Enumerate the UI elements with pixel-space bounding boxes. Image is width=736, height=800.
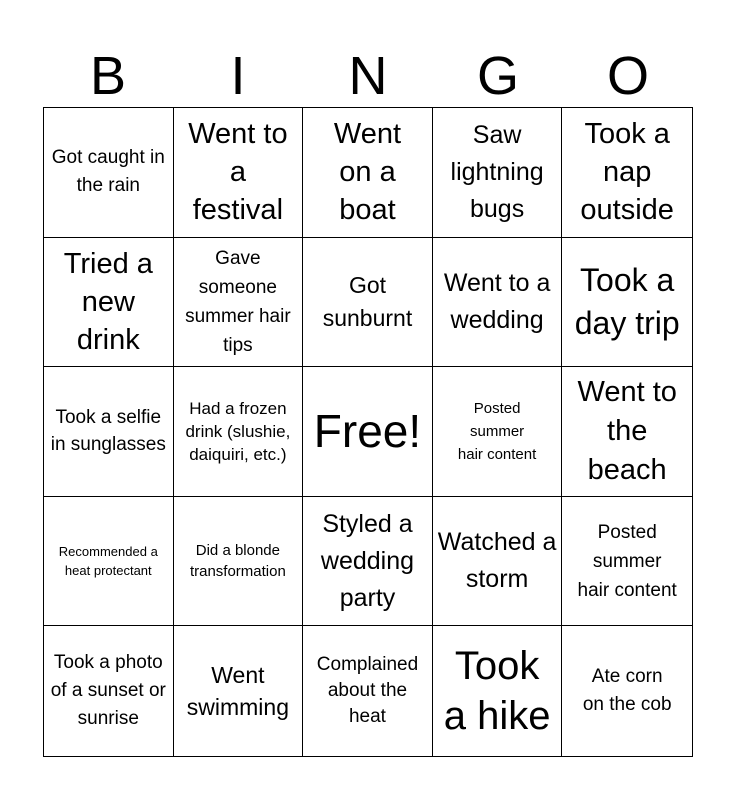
- bingo-cell[interactable]: [174, 626, 304, 756]
- bingo-cell[interactable]: [303, 238, 433, 368]
- cell-text: Took a hike: [443, 644, 551, 739]
- bingo-cell[interactable]: [174, 367, 304, 497]
- cell-text: Watched a storm: [437, 528, 557, 594]
- cell-text: Took a selfie in sunglasses: [50, 407, 166, 456]
- bingo-cell[interactable]: [44, 367, 174, 497]
- cell-text: Took a nap outside: [580, 118, 674, 227]
- bingo-cell[interactable]: [303, 367, 433, 497]
- bingo-cell[interactable]: [562, 108, 692, 238]
- cell-text: Complained about the heat: [316, 654, 419, 728]
- cell-text: Posted summer hair content: [577, 521, 677, 601]
- bingo-cell[interactable]: [562, 367, 692, 497]
- bingo-cell[interactable]: [562, 238, 692, 368]
- bingo-cell[interactable]: [174, 238, 304, 368]
- bingo-cell[interactable]: [562, 626, 692, 756]
- bingo-cell[interactable]: [44, 626, 174, 756]
- bingo-cell[interactable]: [433, 238, 563, 368]
- bingo-cell[interactable]: [44, 238, 174, 368]
- bingo-cell[interactable]: [174, 497, 304, 627]
- cell-text: Went to a wedding: [443, 268, 551, 334]
- header-letter-o: O: [606, 46, 649, 106]
- cell-text: Took a photo of a sunset or sunrise: [50, 652, 166, 730]
- bingo-cell[interactable]: [433, 626, 563, 756]
- cell-text: Free!: [313, 405, 422, 458]
- bingo-cell[interactable]: [303, 108, 433, 238]
- cell-text: Took a day trip: [574, 261, 680, 341]
- cell-text: Ate corn on the cob: [582, 666, 672, 716]
- cell-text: Recommended a heat protectant: [58, 544, 158, 579]
- bingo-cell[interactable]: [303, 497, 433, 627]
- cell-text: Had a frozen drink (slushie, daiquiri, etc.): [185, 398, 291, 464]
- cell-text: Went swimming: [186, 662, 289, 721]
- cell-text: Went to a festival: [188, 118, 288, 227]
- bingo-cell[interactable]: [562, 497, 692, 627]
- bingo-cell[interactable]: [433, 367, 563, 497]
- bingo-cell[interactable]: [303, 626, 433, 756]
- cell-text: Got caught in the rain: [51, 147, 165, 197]
- bingo-cell[interactable]: [433, 497, 563, 627]
- bingo-cell[interactable]: [174, 108, 304, 238]
- cell-text: Tried a new drink: [63, 247, 153, 356]
- bingo-board: [43, 107, 693, 757]
- header-letter-b: B: [89, 46, 127, 106]
- header-letter-g: G: [476, 46, 519, 106]
- header-letter-i: I: [230, 46, 246, 106]
- bingo-cell[interactable]: [433, 108, 563, 238]
- cell-text: Went on a boat: [333, 118, 402, 227]
- cell-text: Gave someone summer hair tips: [185, 247, 291, 356]
- cell-text: Got sunburnt: [322, 271, 413, 331]
- cell-text: Saw lightning bugs: [450, 120, 544, 223]
- bingo-header: [43, 46, 693, 106]
- bingo-cell[interactable]: [44, 108, 174, 238]
- cell-text: Styled a wedding party: [320, 509, 415, 612]
- cell-text: Did a blonde transformation: [189, 542, 286, 581]
- cell-text: Went to the beach: [577, 375, 677, 486]
- header-letter-n: N: [348, 46, 388, 106]
- cell-text: Posted summer hair content: [457, 399, 537, 463]
- bingo-cell[interactable]: [44, 497, 174, 627]
